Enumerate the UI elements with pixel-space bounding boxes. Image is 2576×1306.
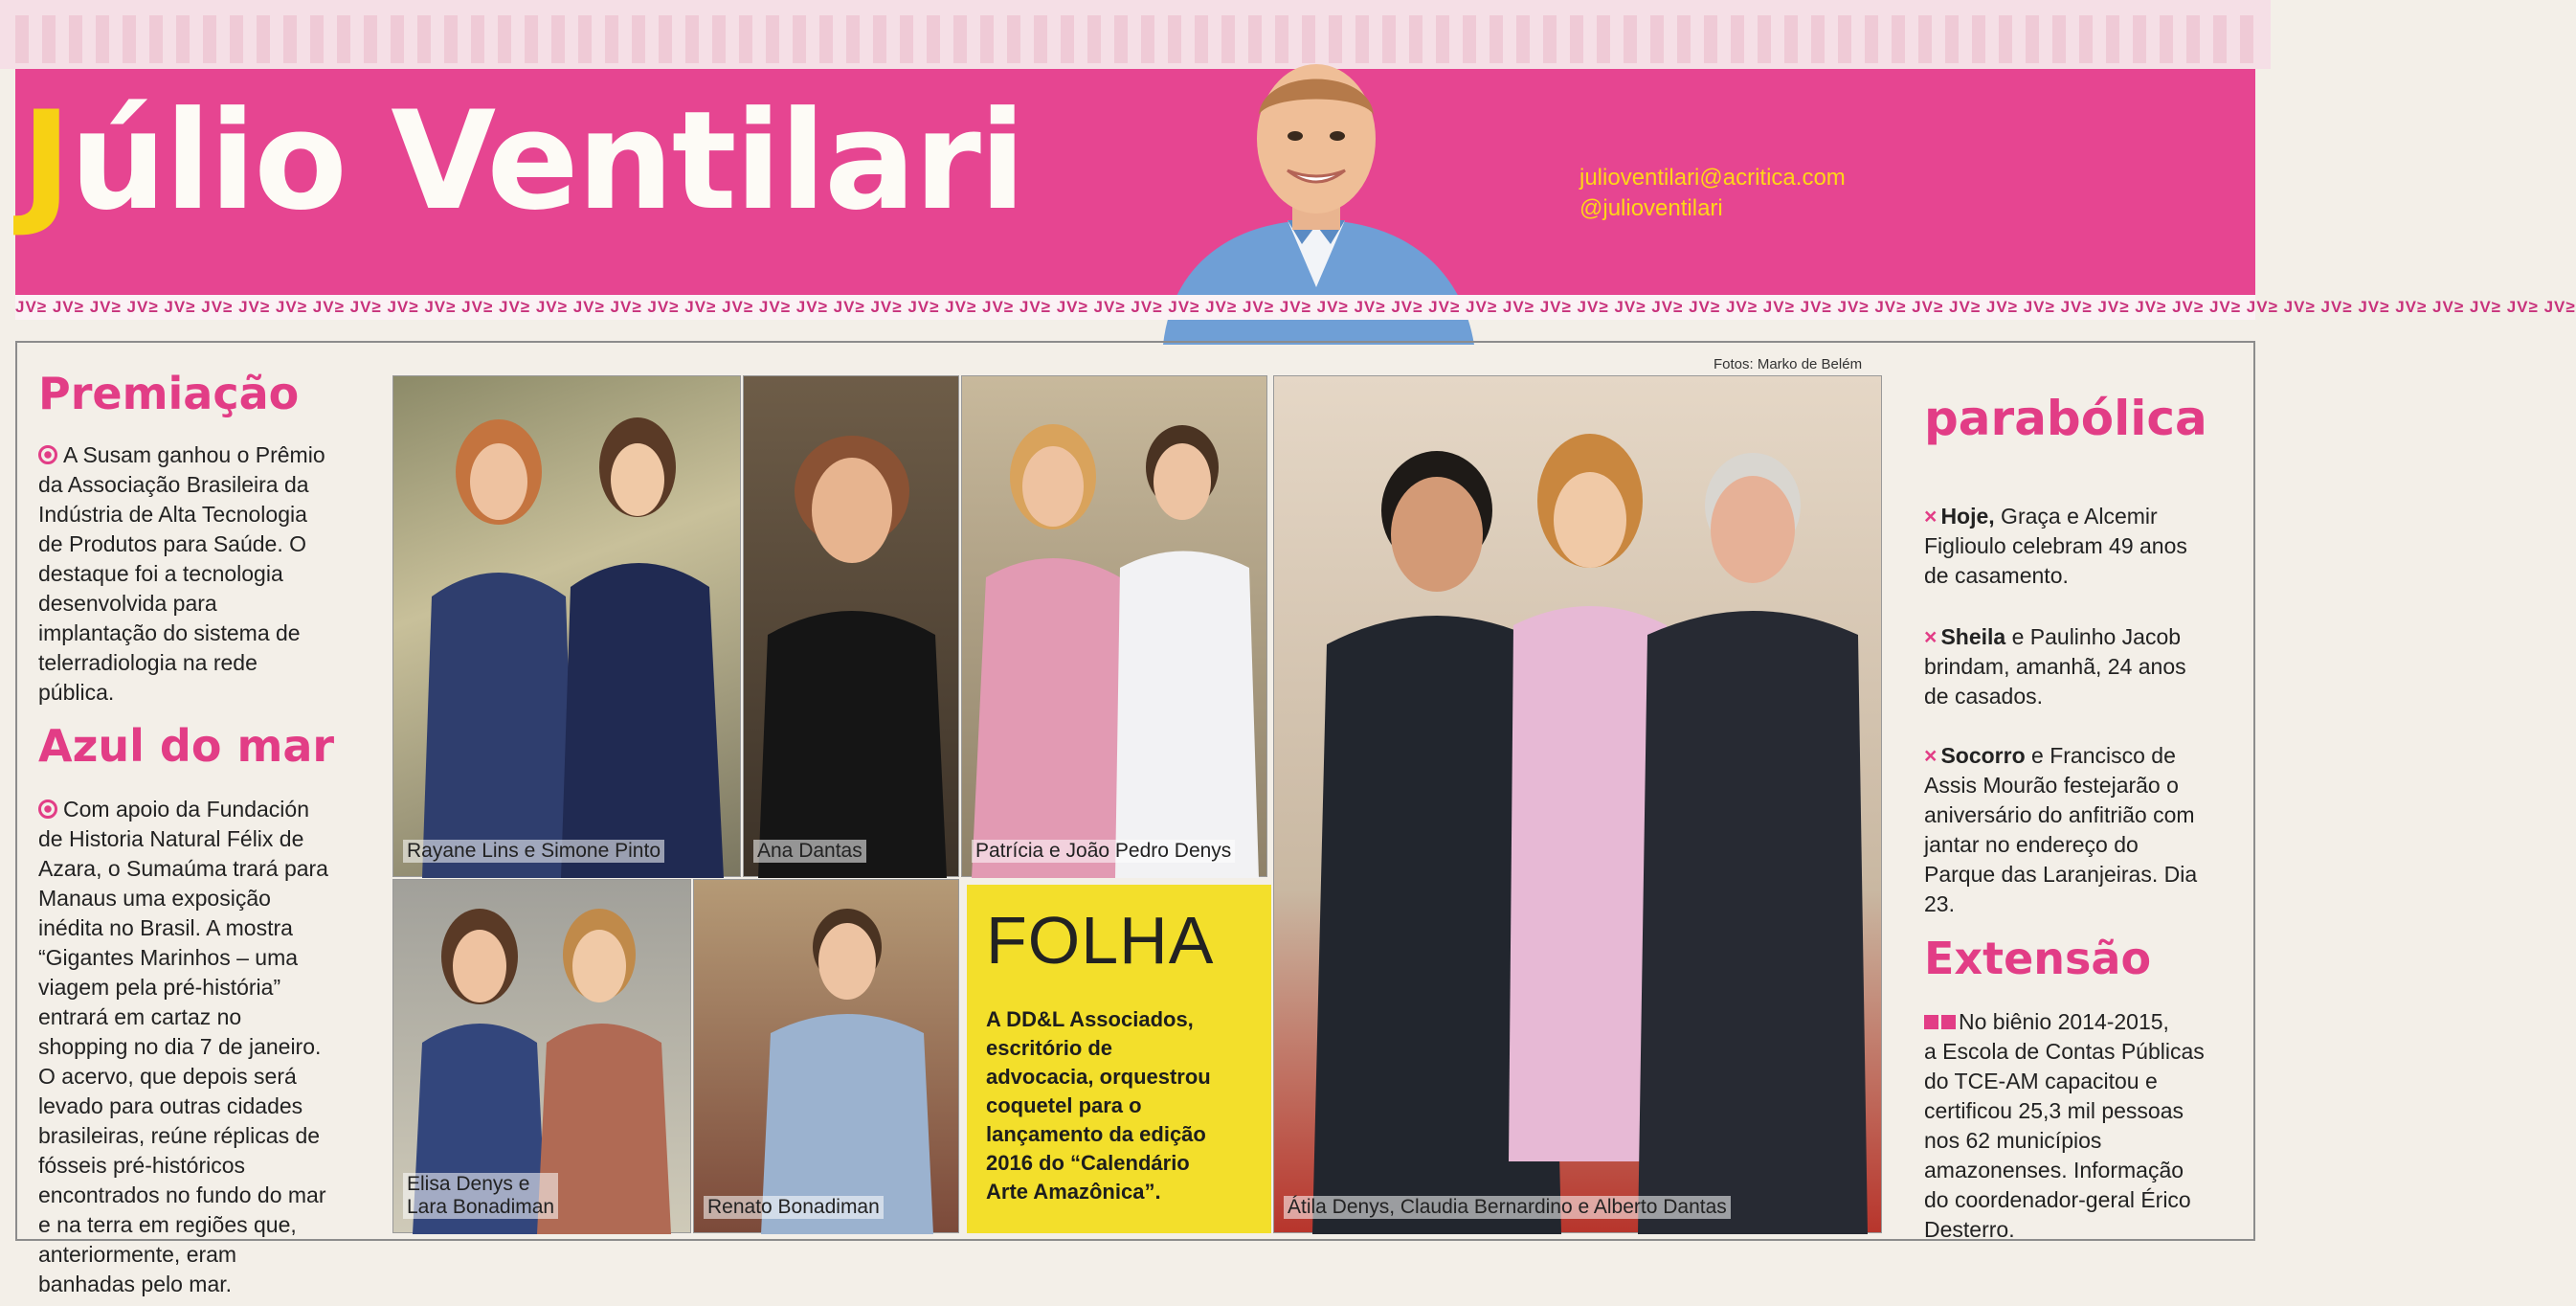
- line-1: Assis Mourão festejarão o: [1924, 773, 2179, 798]
- photo-patricia-joao: [961, 375, 1267, 877]
- line-3: Manaus uma exposição: [38, 886, 271, 911]
- line-8: shopping no dia 7 de janeiro.: [38, 1034, 322, 1059]
- line-0: A DD&L Associados,: [986, 1007, 1194, 1031]
- item-lead: Sheila: [1940, 624, 2006, 649]
- line-5: 2016 do “Calendário: [986, 1151, 1190, 1175]
- line-2: de casados.: [1924, 684, 2044, 709]
- line-4: nos 62 municípios: [1924, 1128, 2102, 1153]
- top-pattern-band: [0, 0, 2271, 69]
- folha-title: FOLHA: [986, 903, 1215, 978]
- photo-figures: [694, 880, 960, 1234]
- caption-line-1: Elisa Denys e: [407, 1173, 530, 1195]
- section-title-azul-do-mar: Azul do mar: [38, 720, 335, 772]
- text-line: [38, 440, 325, 470]
- photo-renato: [693, 879, 959, 1233]
- line-5: amazonenses. Informação: [1924, 1158, 2184, 1182]
- azul-do-mar-text: [38, 795, 328, 1299]
- folha-text: [986, 1005, 1264, 1206]
- photo-atila-claudia-alberto: [1273, 375, 1882, 1233]
- caption-line-2: Lara Bonadiman: [407, 1196, 555, 1218]
- line-6: viagem pela pré-história”: [38, 975, 281, 1000]
- line-13: encontrados no fundo do mar: [38, 1182, 326, 1207]
- item-lead: Socorro: [1940, 743, 2026, 768]
- jv-logo-strip: JV≥ JV≥ JV≥ JV≥ JV≥ JV≥ JV≥ JV≥ JV≥ JV≥ JV≥ JV≥ JV≥ JV≥ JV≥ JV≥ JV≥ JV≥ JV≥ JV≥ JV≥ JV≥ JV≥ JV≥ JV≥ JV≥ JV≥ JV≥ JV≥ JV≥ JV≥ JV≥ JV≥ JV≥ JV≥ JV≥ JV≥ JV≥ JV≥ JV≥ JV≥ JV≥ JV≥ JV≥ JV≥ JV≥ JV≥ JV≥ JV≥ JV≥ JV≥ JV≥ JV≥ JV≥ JV≥ JV≥ JV≥ JV≥ JV≥ JV≥ JV≥ JV≥ JV≥ JV≥ JV≥ JV≥ JV≥ JV≥ JV≥: [15, 295, 2255, 320]
- x-bullet-icon: ×: [1924, 504, 1938, 529]
- line-8: pública.: [38, 680, 115, 705]
- line-5: “Gigantes Marinhos – uma: [38, 945, 299, 970]
- contact-handle: @julioventilari: [1579, 195, 1723, 221]
- square-bullet-icon: [1941, 1015, 1956, 1029]
- text-line: [38, 795, 328, 824]
- line-1: da Associação Brasileira da: [38, 472, 309, 497]
- line-6: implantação do sistema de: [38, 620, 301, 645]
- line-1: Figlioulo celebram 49 anos: [1924, 533, 2187, 558]
- line-0: No biênio 2014-2015,: [1959, 1009, 2169, 1034]
- photo-figures: [1274, 376, 1883, 1234]
- section-title-extensao: Extensão: [1924, 933, 2152, 984]
- line-2: aniversário do anfitrião com: [1924, 802, 2195, 827]
- bullet-icon: [38, 445, 57, 464]
- parabolica-item-3: [1924, 741, 2197, 919]
- line-0: e Paulinho Jacob: [2005, 624, 2182, 649]
- line-3: certificou 25,3 mil pessoas: [1924, 1098, 2184, 1123]
- photo-credit: Fotos: Marko de Belém: [1714, 356, 1863, 372]
- line-4: lançamento da edição: [986, 1122, 1206, 1146]
- extensao-text: [1924, 1007, 2205, 1245]
- pattern-decoration: [15, 15, 2255, 63]
- contact-email: julioventilari@acritica.com: [1579, 165, 1846, 191]
- line-0: A Susam ganhou o Prêmio: [63, 442, 325, 467]
- x-bullet-icon: ×: [1924, 743, 1938, 768]
- x-bullet-icon: ×: [1924, 624, 1938, 649]
- premiacao-text: [38, 440, 325, 708]
- photo-figures: [744, 376, 960, 878]
- item-lead: Hoje,: [1940, 504, 1995, 529]
- line-7: telerradiologia na rede: [38, 650, 258, 675]
- line-11: brasileiras, reúne réplicas de: [38, 1123, 321, 1148]
- line-1: a Escola de Contas Públicas: [1924, 1039, 2205, 1064]
- line-2: de casamento.: [1924, 563, 2069, 588]
- text-line: [1924, 622, 2186, 652]
- line-2: do TCE-AM capacitou e: [1924, 1069, 2158, 1093]
- photo-figures: [962, 376, 1268, 878]
- line-7: entrará em cartaz no: [38, 1004, 242, 1029]
- section-title-premiacao: Premiação: [38, 368, 300, 419]
- line-7: Desterro.: [1924, 1217, 2015, 1242]
- line-4: destaque foi a tecnologia: [38, 561, 283, 586]
- line-15: anteriormente, eram: [38, 1242, 237, 1267]
- line-1: brindam, amanhã, 24 anos: [1924, 654, 2186, 679]
- line-3: coquetel para o: [986, 1093, 1142, 1117]
- line-9: O acervo, que depois será: [38, 1064, 297, 1089]
- photo-caption: Ana Dantas: [753, 840, 866, 863]
- line-2: Indústria de Alta Tecnologia: [38, 502, 307, 527]
- photo-figures: [393, 376, 742, 878]
- line-2: Azara, o Sumaúma trará para: [38, 856, 328, 881]
- parabolica-item-2: [1924, 622, 2186, 711]
- photo-caption: [403, 1173, 558, 1219]
- photo-caption: Átila Denys, Claudia Bernardino e Alberto Dantas: [1284, 1196, 1731, 1219]
- photo-elisa-lara: [392, 879, 691, 1233]
- line-0: e Francisco de: [2025, 743, 2176, 768]
- line-5: 23.: [1924, 891, 1955, 916]
- line-6: Arte Amazônica”.: [986, 1180, 1161, 1204]
- line-3: jantar no endereço do: [1924, 832, 2139, 857]
- title-rest: úlio Ventilari: [69, 82, 1024, 240]
- line-1: escritório de: [986, 1036, 1113, 1060]
- section-title-parabolica: parabólica: [1924, 391, 2207, 446]
- line-4: inédita no Brasil. A mostra: [38, 915, 293, 940]
- title-initial: J: [21, 82, 70, 240]
- line-1: de Historia Natural Félix de: [38, 826, 304, 851]
- contact-block: [1579, 163, 1846, 224]
- line-14: e na terra em regiões que,: [38, 1212, 297, 1237]
- text-line: [1924, 1007, 2205, 1037]
- text-line: [1924, 502, 2187, 531]
- line-0: Graça e Alcemir: [1994, 504, 2158, 529]
- column-title: [21, 82, 1024, 240]
- square-bullet-icon: [1924, 1015, 1938, 1029]
- line-4: Parque das Laranjeiras. Dia: [1924, 862, 2198, 887]
- text-line: [1924, 741, 2197, 771]
- line-3: de Produtos para Saúde. O: [38, 531, 307, 556]
- photo-caption: Rayane Lins e Simone Pinto: [403, 840, 664, 863]
- photo-ana-dantas: [743, 375, 959, 877]
- folha-box: [967, 885, 1271, 1233]
- line-2: advocacia, orquestrou: [986, 1065, 1211, 1089]
- line-10: levado para outras cidades: [38, 1093, 303, 1118]
- photo-caption: Patrícia e João Pedro Denys: [972, 840, 1235, 863]
- parabolica-item-1: [1924, 502, 2187, 591]
- line-16: banhadas pelo mar.: [38, 1272, 233, 1296]
- line-5: desenvolvida para: [38, 591, 217, 616]
- photo-rayane-simone: [392, 375, 741, 877]
- line-0: Com apoio da Fundación: [63, 797, 309, 822]
- photo-caption: Renato Bonadiman: [704, 1196, 884, 1219]
- line-12: fósseis pré-históricos: [38, 1153, 246, 1178]
- bullet-icon: [38, 799, 57, 819]
- line-6: do coordenador-geral Érico: [1924, 1187, 2191, 1212]
